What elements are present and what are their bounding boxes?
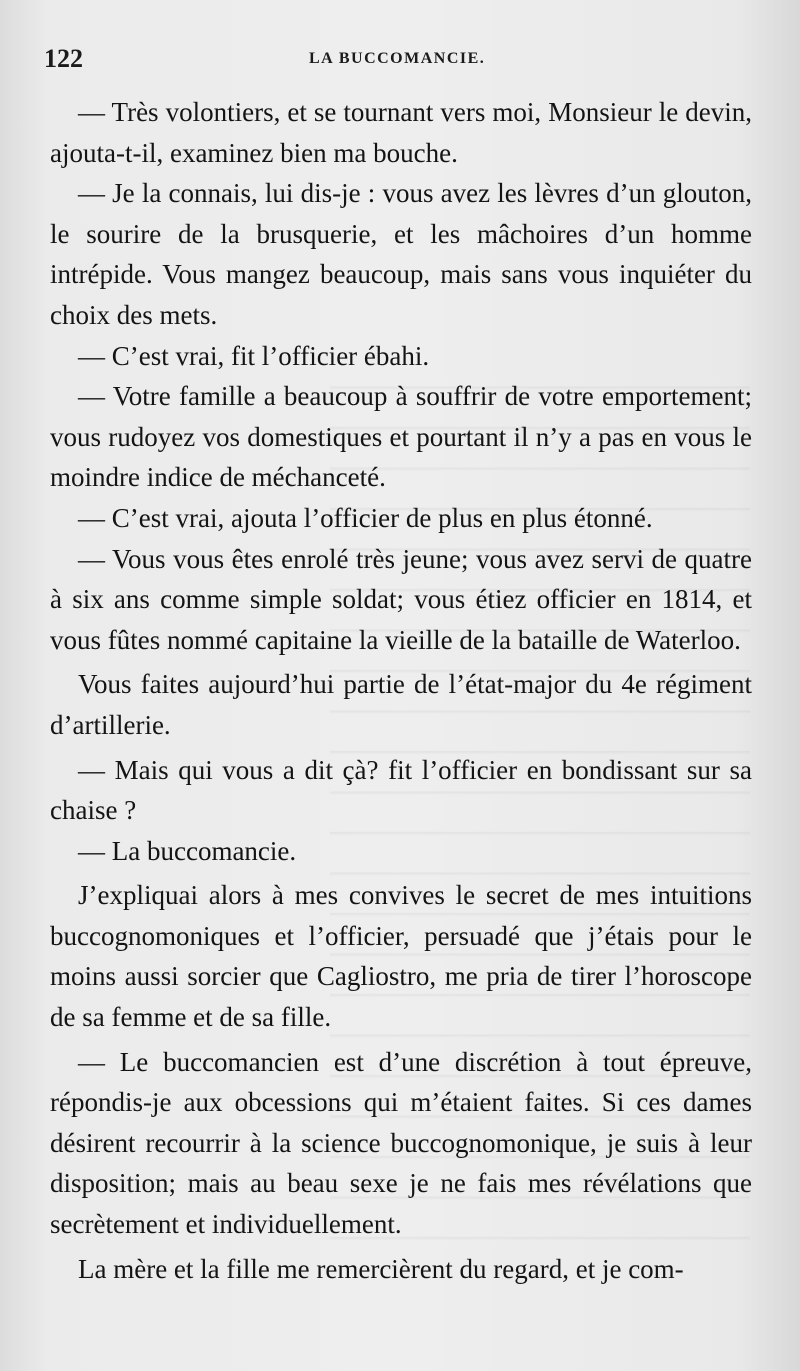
paragraph: — La buccomancie. bbox=[78, 835, 297, 866]
paragraph: — Votre famille a beaucoup à souffrir de votre emportement; vous rudoyez vos domestiques et pourtant il n’y a pas en vous le moindre indice de méchanceté. bbox=[50, 381, 752, 493]
paragraph: — Je la connais, lui dis-je : vous avez les lèvres d’un glouton, le sourire de la brusquerie, et les mâchoires d’un homme intrépide. Vous mangez beaucoup, mais sans vous inquiéter du choix des mets. bbox=[50, 178, 752, 330]
paragraph: J’expliquai alors à mes convives le secret de mes intuitions buccognomoniques et l’officier, persuadé que j’étais pour le moins aussi sorcier que Cagliostro, me pria de tirer l’horoscope de sa femme et de sa fille. bbox=[50, 880, 752, 1033]
paragraph: — Vous vous êtes enrolé très jeune; vous avez servi de quatre à six ans comme simple soldat; vous étiez officier en 1814, et vous fûtes nommé capitaine la vieille de la bataille de Waterloo. bbox=[50, 543, 752, 655]
page-header bbox=[44, 44, 756, 80]
paragraph: La mère et la fille me remercièrent du regard, et je com- bbox=[78, 1253, 684, 1284]
paragraph: Vous faites aujourd’hui partie de l’état-major du 4e régiment d’artillerie. bbox=[50, 669, 752, 740]
paragraph: — C’est vrai, fit l’officier ébahi. bbox=[78, 340, 430, 371]
running-title: LA BUCCOMANCIE. bbox=[309, 50, 486, 67]
paragraph: — Mais qui vous a dit çà? fit l’officier en bondissant sur sa chaise ? bbox=[50, 754, 752, 826]
paragraph: — Le buccomancien est d’une discrétion à tout épreuve, répondis-je aux obcessions qui m’étaient faites. Si ces dames désirent recourrir à la science buccognomonique, je suis à leur disposition; mais au beau sexe je ne fais mes révélations que secrètement et individuellement. bbox=[50, 1046, 752, 1240]
page-number: 122 bbox=[44, 44, 83, 73]
paragraph: — Très volontiers, et se tournant vers moi, Monsieur le devin, ajouta-t-il, examinez bien ma bouche. bbox=[50, 97, 752, 168]
body-text bbox=[50, 92, 752, 1289]
paragraph: — C’est vrai, ajouta l’officier de plus en plus étonné. bbox=[78, 502, 653, 533]
